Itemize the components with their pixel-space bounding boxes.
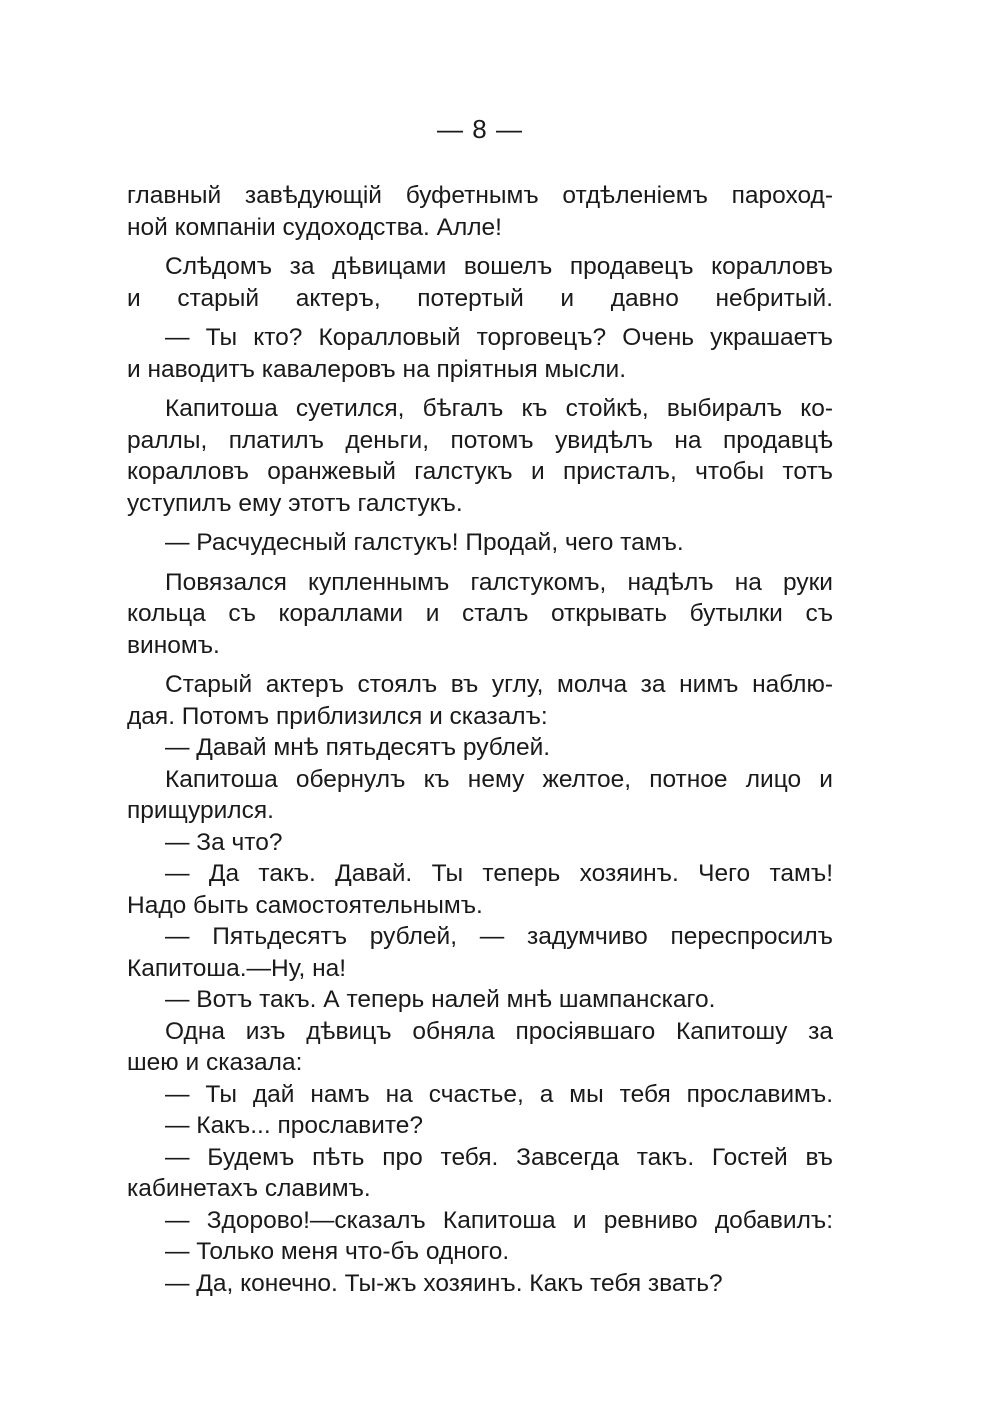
text-line: — За что?	[165, 828, 283, 856]
text-line: — Расчудесный галстукъ! Продай, чего тамъ.	[165, 529, 684, 556]
text-line: Надо быть самостоятельнымъ.	[127, 891, 483, 919]
page-number: — 8 —	[437, 114, 523, 144]
text-line: Слѣдомъ за дѣвицами вошелъ продавецъ коралловъ	[165, 253, 833, 280]
text-line: — Да такъ. Давай. Ты теперь хозяинъ. Чего тамъ!	[165, 860, 833, 887]
text-line: кольца съ кораллами и сталъ открывать бутылки съ	[127, 600, 833, 627]
text-line: и старый актеръ, потертый и давно небритый.	[127, 284, 833, 312]
text-line: прищурился.	[127, 797, 274, 824]
text-line: Одна изъ дѣвицъ обняла просіявшаго Капитошу за	[165, 1017, 833, 1045]
text-line: — Ты кто? Коралловый торговецъ? Очень украшаетъ	[165, 324, 833, 351]
text-line: Капитоша суетился, бѣгалъ къ стойкѣ, выбиралъ ко-	[165, 395, 833, 422]
text-line: — Вотъ такъ. А теперь налей мнѣ шампанскаго.	[165, 986, 716, 1013]
text-line: — Давай мнѣ пятьдесятъ рублей.	[165, 734, 551, 761]
text-line: Капитоша.—Ну, на!	[127, 954, 347, 982]
text-line: — Пятьдесятъ рублей, — задумчиво переспросилъ	[165, 923, 833, 950]
text-line: Повязался купленнымъ галстукомъ, надѣлъ на руки	[165, 568, 833, 596]
text-line: — Только меня что-бъ одного.	[165, 1238, 510, 1265]
text-line: — Ты дай намъ на счастье, а мы тебя прославимъ.	[165, 1080, 833, 1108]
text-line: раллы, платилъ деньги, потомъ увидѣлъ на продавцѣ	[127, 426, 833, 454]
text-line: главный завѣдующій буфетнымъ отдѣленіемъ пароход-	[127, 182, 833, 209]
text-line: коралловъ оранжевый галстукъ и присталъ, чтобы тотъ	[127, 458, 833, 485]
text-line: — Какъ... прославите?	[165, 1112, 424, 1139]
text-line: — Да, конечно. Ты-жъ хозяинъ. Какъ тебя звать?	[165, 1269, 723, 1297]
text-line: шею и сказала:	[127, 1049, 303, 1076]
text-line: ной компаніи судоходства. Алле!	[127, 213, 502, 241]
text-line: и наводитъ кавалеровъ на пріятныя мысли.	[127, 355, 627, 383]
text-line: — Здорово!—сказалъ Капитоша и ревниво добавилъ:	[165, 1206, 833, 1234]
text-line: кабинетахъ славимъ.	[127, 1175, 371, 1202]
text-line: уступилъ ему этотъ галстукъ.	[127, 489, 463, 517]
text-line: Старый актеръ стоялъ въ углу, молча за нимъ наблю-	[165, 671, 833, 698]
text-line: виномъ.	[127, 631, 220, 659]
body-text	[127, 180, 833, 1299]
text-line: дая. Потомъ приблизился и сказалъ:	[127, 702, 548, 730]
text-line: — Будемъ пѣть про тебя. Завсегда такъ. Гостей въ	[165, 1143, 833, 1171]
text-line: Капитоша обернулъ къ нему желтое, потное лицо и	[165, 765, 833, 793]
